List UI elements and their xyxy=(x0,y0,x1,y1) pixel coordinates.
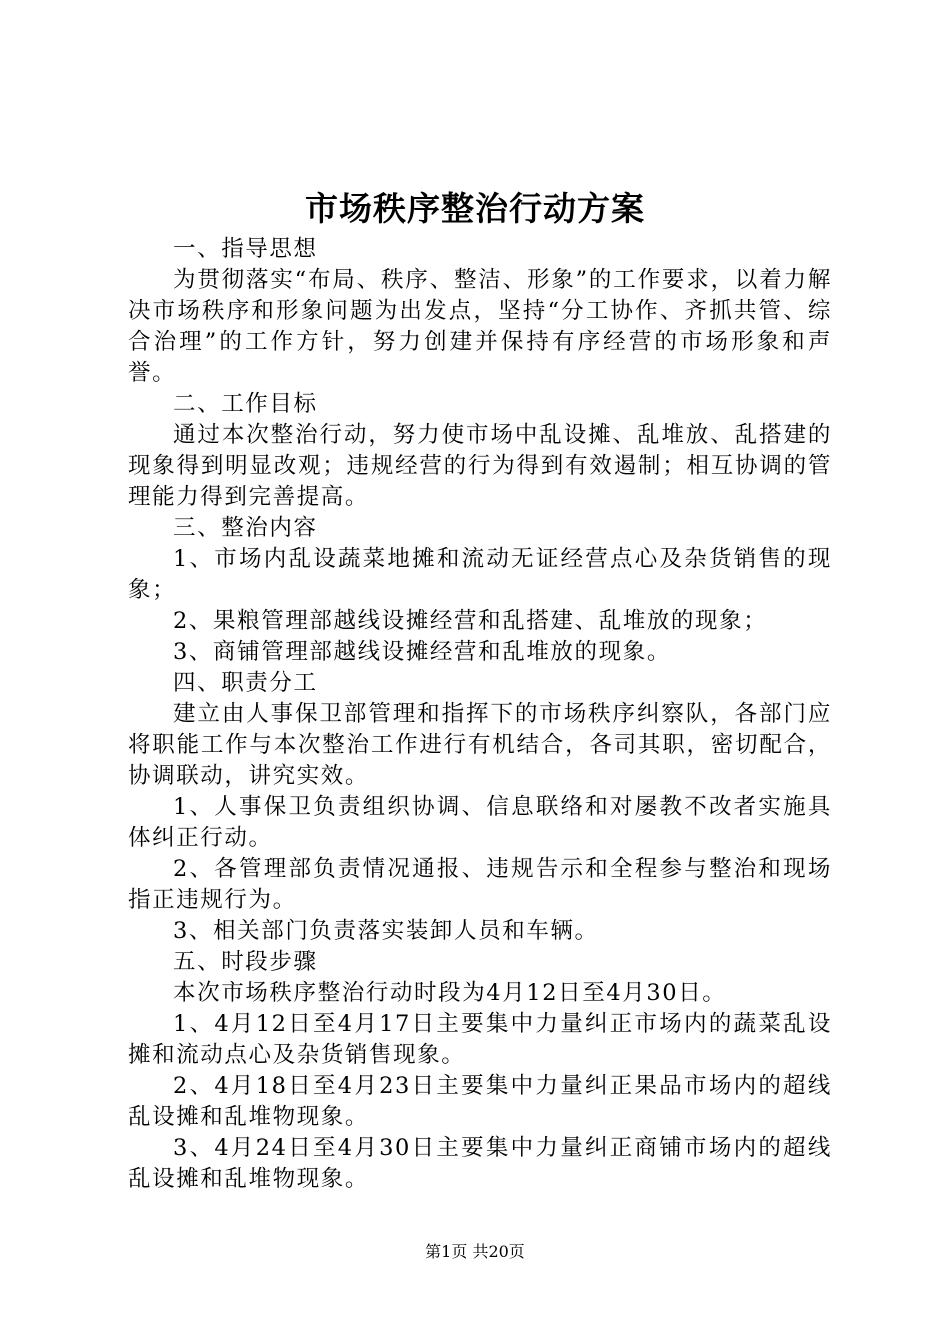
document-title: 市场秩序整治行动方案 xyxy=(305,189,645,228)
document-body xyxy=(128,234,832,1195)
section-heading: 三、整治内容 xyxy=(173,515,318,541)
list-item: 2、4月18日至4月23日主要集中力量纠正果品市场内的超线乱设摊和乱堆物现象。 xyxy=(128,1073,832,1130)
list-item: 3、商铺管理部越线设摊经营和乱堆放的现象。 xyxy=(173,639,671,665)
section-heading: 二、工作目标 xyxy=(173,391,318,417)
page-number: 第1页 共20页 xyxy=(425,1242,525,1261)
section-heading: 四、职责分工 xyxy=(173,670,318,696)
list-item: 3、4月24日至4月30日主要集中力量纠正商铺市场内的超线乱设摊和乱堆物现象。 xyxy=(128,1135,832,1192)
list-item: 3、相关部门负责落实装卸人员和车辆。 xyxy=(173,918,599,944)
list-item: 2、果粮管理部越线设摊经营和乱搭建、乱堆放的现象； xyxy=(173,608,768,634)
paragraph: 为贯彻落实“布局、秩序、整洁、形象”的工作要求，以着力解决市场秩序和形象问题为出发点，坚持“分工协作、齐抓共管、综合治理”的工作方针，努力创建并保持有序经营的市场形象和声誉。 xyxy=(128,267,832,386)
paragraph: 建立由人事保卫部管理和指挥下的市场秩序纠察队，各部门应将职能工作与本次整治工作进行有机结合，各司其职，密切配合，协调联动，讲究实效。 xyxy=(128,701,832,789)
section-heading: 一、指导思想 xyxy=(173,236,318,262)
list-item: 1、市场内乱设蔬菜地摊和流动无证经营点心及杂货销售的现象； xyxy=(128,546,832,603)
paragraph: 通过本次整治行动，努力使市场中乱设摊、乱堆放、乱搭建的现象得到明显改观；违规经营的行为得到有效遏制；相互协调的管理能力得到完善提高。 xyxy=(128,422,832,510)
paragraph: 本次市场秩序整治行动时段为4月12日至4月30日。 xyxy=(173,980,727,1006)
list-item: 1、4月12日至4月17日主要集中力量纠正市场内的蔬菜乱设摊和流动点心及杂货销售现象。 xyxy=(128,1011,832,1068)
list-item: 2、各管理部负责情况通报、违规告示和全程参与整治和现场指正违规行为。 xyxy=(128,856,832,913)
section-heading: 五、时段步骤 xyxy=(173,949,318,975)
list-item: 1、人事保卫负责组织协调、信息联络和对屡教不改者实施具体纠正行动。 xyxy=(128,794,832,851)
